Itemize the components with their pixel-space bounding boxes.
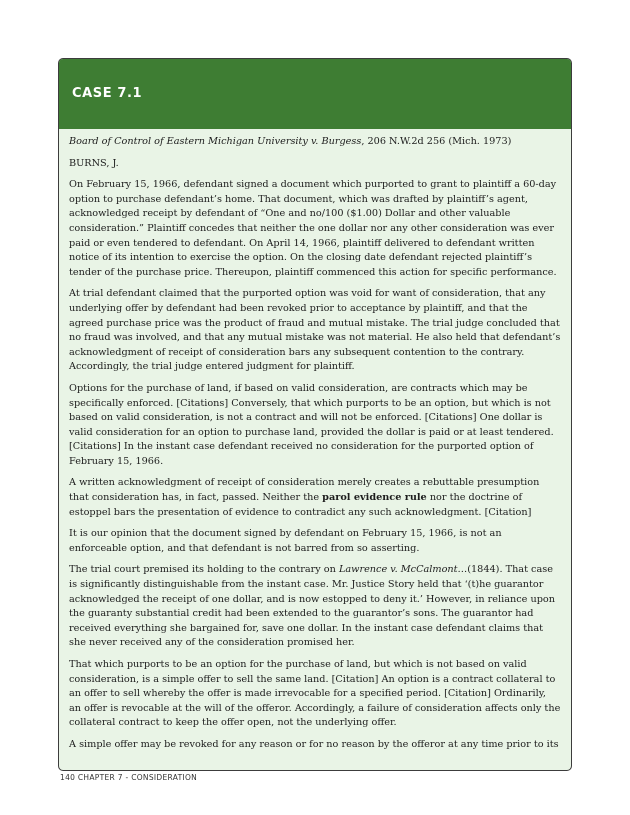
paragraph-4-text-b: nor the doctrine of estoppel bars the presentation of evidence to contradict any such acknowledgment. [Citation] (69, 492, 532, 518)
case-body (59, 129, 571, 753)
case-box (58, 58, 572, 771)
paragraph-6-text-a: The trial court premised its holding to the contrary on (69, 564, 339, 576)
paragraph-2: At trial defendant claimed that the purported option was void for want of consideration, that any underlying offer by defendant had been revoked prior to acceptance by plaintiff, and that the agreed purchase price was the product of fraud and mutual mistake. The trial judge concluded that no fraud was involved, and that any mutual mistake was not material. He also held that defendant’s acknowledgment of receipt of consideration bars any subsequent contention to the contrary. Accordingly, the trial judge entered judgment for plaintiff. (69, 288, 561, 373)
citation-reporter: , 206 N.W.2d 256 (Mich. 1973) (361, 136, 512, 147)
case-citation (69, 135, 561, 150)
paragraph-1: On February 15, 1966, defendant signed a document which purported to grant to plaintiff a 60-day option to purchase defendant’s home. That document, which was drafted by plaintiff’s agent, acknowledged receipt by defendant of “One and no/100 ($1.00) Dollar and other valuable consideration.” Plaintiff concedes that neither the one dollar nor any other consideration was ever paid or even tendered to defendant. On April 14, 1966, plaintiff delivered to defendant written notice of its intention to exercise the option. On the closing date defendant rejected plaintiff’s tender of the purchase price. Thereupon, plaintiff commenced this action for specific performance. (69, 179, 557, 278)
paragraph-6-text-b: …(1844). That case is significantly distinguishable from the instant case. Mr. Justice Story held that ‘(t)he guarantor acknowledged the receipt of one dollar, and is now estopped to deny it.’ However, in reliance upon the guaranty substantial credit had been extended to the guarantor’s sons. The guarantor had received everything she bargained for, save one dollar. In the instant case defendant claims that she never received any of the consideration promised her. (69, 564, 556, 649)
page-footer: 140 CHAPTER 7 - CONSIDERATION (60, 773, 198, 782)
case-header (59, 59, 571, 129)
case-name: Board of Control of Eastern Michigan University v. Burgess (69, 136, 362, 147)
paragraph-7: That which purports to be an option for the purchase of land, but which is not based on valid consideration, is a simple offer to sell the same land. [Citation] An option is a contract collateral to an offer to sell whereby the offer is made irrevocable for a specified period. [Citation] Ordinarily, an offer is revocable at the will of the offeror. Accordingly, a failure of consideration affects only the collateral contract to keep the offer open, not the underlying offer. (69, 659, 561, 729)
paragraph-8: A simple offer may be revoked for any reason or for no reason by the offeror at any time prior to its (69, 738, 559, 750)
case-title: CASE 7.1 (72, 86, 143, 101)
paragraph-6 (69, 563, 561, 651)
parol-evidence-rule-term: parol evidence rule (322, 492, 427, 504)
cited-case-name: Lawrence v. McCalmont (338, 564, 458, 576)
judge-name: BURNS, J. (69, 157, 119, 169)
paragraph-4-text-a: A written acknowledgment of receipt of consideration merely creates a rebuttable presumption that consideration has, in fact, passed. Neither the (69, 477, 540, 504)
paragraph-3: Options for the purchase of land, if based on valid consideration, are contracts which may be specifically enforced. [Citations] Conversely, that which purports to be an option, but which is not based on valid consideration, is not a contract and will not be enforced. [Citations] One dollar is valid consideration for an option to purchase land, provided the dollar is paid or at least tendered. [Citations] In the instant case defendant received no consideration for the purported option of February 15, 1966. (69, 382, 554, 467)
paragraph-5: It is our opinion that the document signed by defendant on February 15, 1966, is not an enforceable option, and that defendant is not barred from so asserting. (69, 528, 502, 554)
paragraph-4 (69, 476, 561, 520)
